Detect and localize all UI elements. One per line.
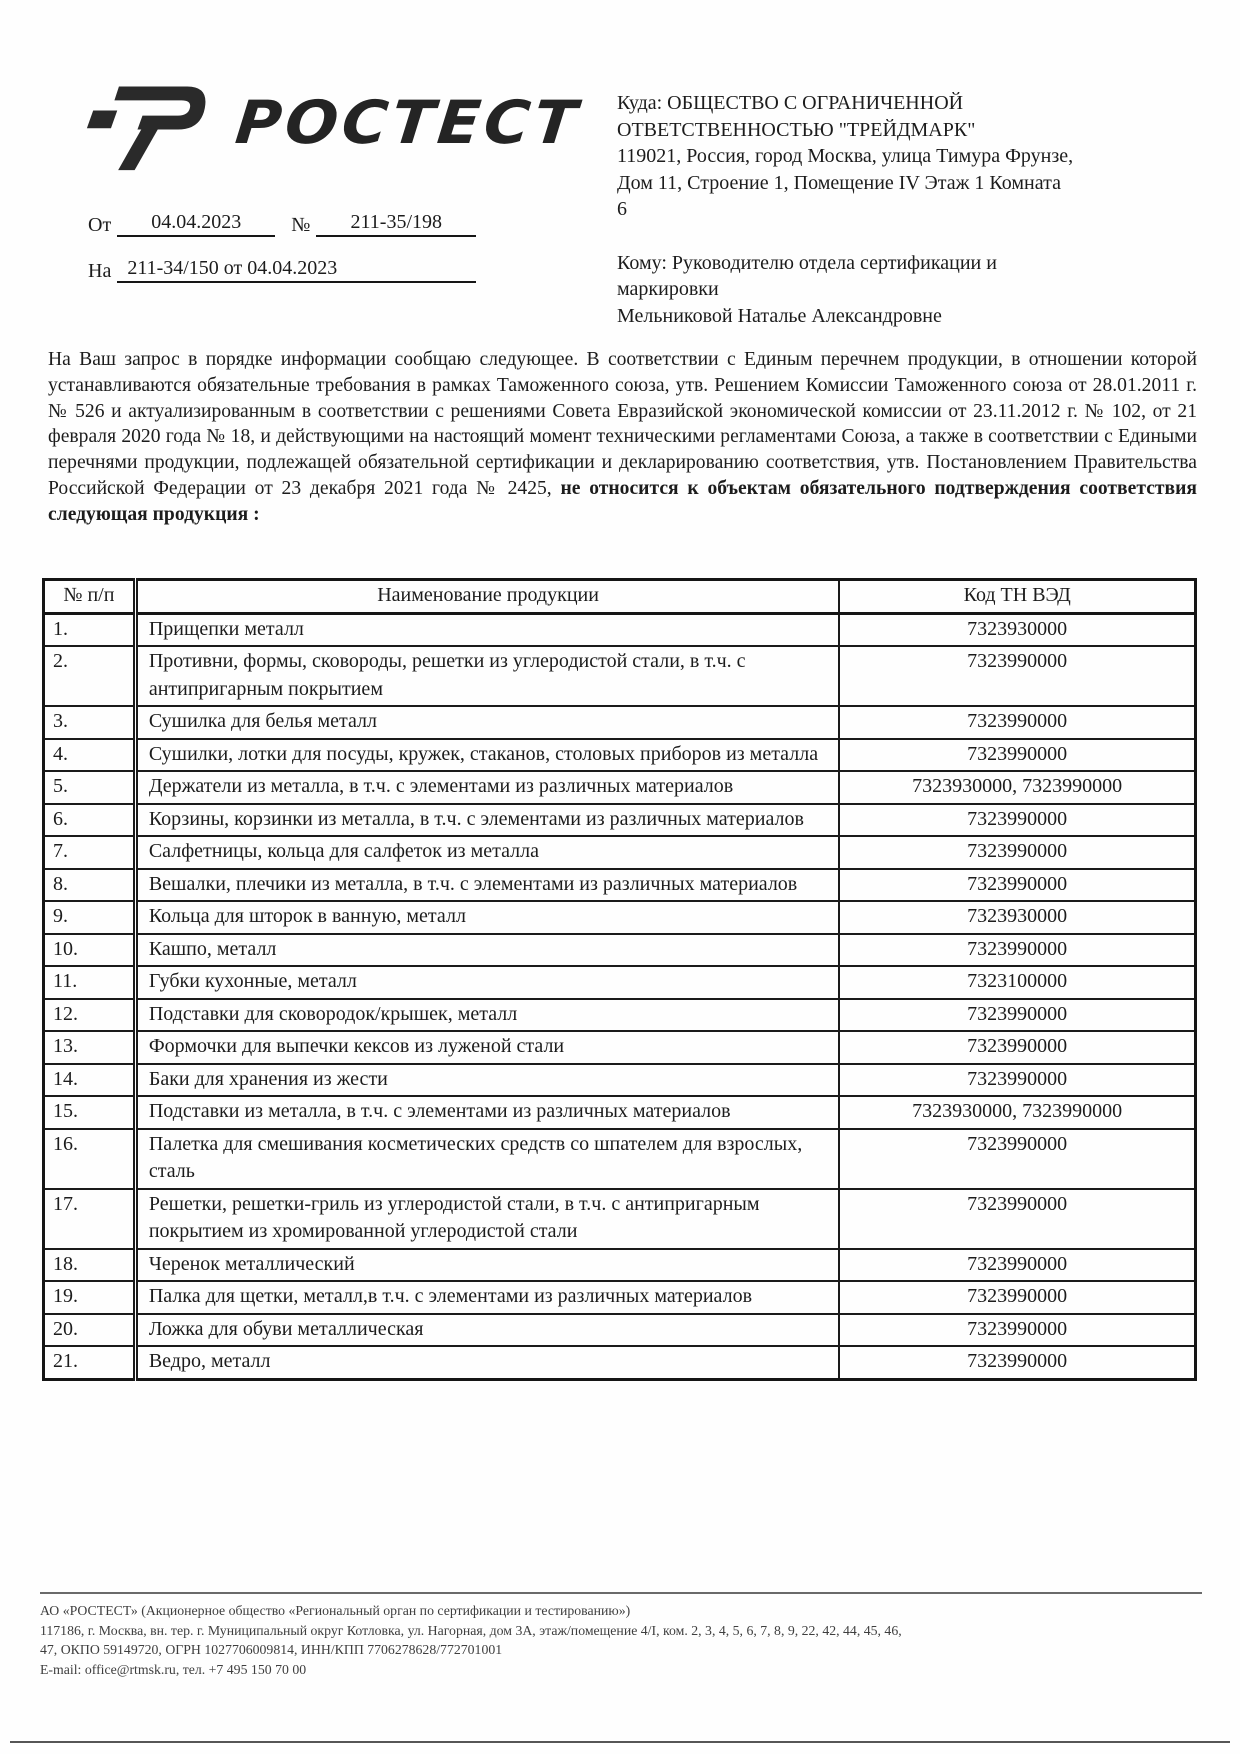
letter-reference-row (88, 211, 476, 237)
row-code: 7323990000 (839, 1129, 1195, 1189)
table-row (44, 804, 1196, 837)
row-name: Губки кухонные, металл (135, 966, 839, 999)
recipient-address: 119021, Россия, город Москва, улица Тимура Фрунзе, Дом 11, Строение 1, Помещение IV Этаж 1 Комната 6 (617, 145, 1074, 220)
table-row (44, 869, 1196, 902)
row-number: 7. (44, 836, 136, 869)
row-code: 7323990000 (839, 739, 1195, 772)
row-code: 7323990000 (839, 836, 1195, 869)
row-code: 7323990000 (839, 1064, 1195, 1097)
row-number: 5. (44, 771, 136, 804)
table-row (44, 739, 1196, 772)
row-number: 15. (44, 1096, 136, 1129)
row-number: 9. (44, 901, 136, 934)
ref-value: 211-34/150 от 04.04.2023 (117, 257, 476, 283)
row-name: Ложка для обуви металлическая (135, 1314, 839, 1347)
row-number: 12. (44, 999, 136, 1032)
table-row (44, 1281, 1196, 1314)
table-row (44, 771, 1196, 804)
table-row (44, 1346, 1196, 1379)
row-name: Ведро, металл (135, 1346, 839, 1379)
table-header-num: № п/п (44, 580, 136, 614)
letter-in-reply-row (88, 257, 476, 283)
number-label: № (291, 214, 311, 236)
row-code: 7323990000 (839, 646, 1195, 706)
body-text: На Ваш запрос в порядке информации сообщаю следующее. В соответствии с Единым перечнем продукции, в отношении которой устанавливаются обязательные требования в рамках Таможенного союза, утв. Решением Комиссии Таможенного союза от 28.01.2011 г. № 526 и актуализированным в соответствии с решениями Совета Евразийской экономической комиссии от 23.11.2012 г. № 102, от 21 февраля 2020 года № 18, и действующими на настоящий момент техническими регламентами Союза, а также в соответствии с Едиными перечнями продукции, подлежащей обязательной сертификации и декларированию соответствия, утв. Постановлением Правительства Российской Федерации от 23 декабря 2021 года № 2425, (48, 349, 1197, 499)
table-row (44, 1189, 1196, 1249)
row-code: 7323990000 (839, 1189, 1195, 1249)
row-name: Баки для хранения из жести (135, 1064, 839, 1097)
row-code: 7323990000 (839, 1031, 1195, 1064)
row-number: 21. (44, 1346, 136, 1379)
number-value: 211-35/198 (316, 211, 476, 237)
row-code: 7323990000 (839, 869, 1195, 902)
logo-text: РОСТЕСТ (232, 87, 584, 158)
table-row (44, 646, 1196, 706)
row-code: 7323100000 (839, 966, 1195, 999)
row-code: 7323990000 (839, 1249, 1195, 1282)
table-row (44, 613, 1196, 646)
row-code: 7323990000 (839, 1314, 1195, 1347)
row-code: 7323990000 (839, 804, 1195, 837)
row-name: Формочки для выпечки кексов из луженой стали (135, 1031, 839, 1064)
table-header-row (44, 580, 1196, 614)
from-date: 04.04.2023 (117, 211, 275, 237)
row-number: 14. (44, 1064, 136, 1097)
footer-contact-line: E-mail: office@rtmsk.ru, тел. +7 495 150 70 00 (40, 1661, 307, 1677)
row-code: 7323930000, 7323990000 (839, 1096, 1195, 1129)
row-name: Держатели из металла, в т.ч. с элементами из различных материалов (135, 771, 839, 804)
recipient-block (617, 90, 1075, 329)
recipient-attention: Кому: Руководителю отдела сертификации и маркировки (617, 251, 997, 300)
row-name: Сушилка для белья металл (135, 706, 839, 739)
table-row (44, 706, 1196, 739)
row-name: Черенок металлический (135, 1249, 839, 1282)
from-label: От (88, 214, 112, 236)
row-code: 7323990000 (839, 934, 1195, 967)
row-code: 7323930000 (839, 901, 1195, 934)
row-name: Палка для щетки, металл,в т.ч. с элементами из различных материалов (135, 1281, 839, 1314)
row-code: 7323930000 (839, 613, 1195, 646)
table-row (44, 966, 1196, 999)
row-name: Решетки, решетки-гриль из углеродистой стали, в т.ч. с антипригарным покрытием из хромированной углеродистой стали (135, 1189, 839, 1249)
row-number: 17. (44, 1189, 136, 1249)
table-row (44, 1031, 1196, 1064)
row-name: Подставки для сковородок/крышек, металл (135, 999, 839, 1032)
table-row (44, 1096, 1196, 1129)
footer-company-line: АО «РОСТЕСТ» (Акционерное общество «Региональный орган по сертификации и тестированию») (40, 1603, 631, 1618)
row-number: 18. (44, 1249, 136, 1282)
ref-label: На (88, 260, 112, 282)
row-number: 4. (44, 739, 136, 772)
table-row (44, 1064, 1196, 1097)
body-text-bold: не относится к объектам обязательного подтверждения соответствия следующая продукция : (48, 477, 1197, 525)
row-number: 1. (44, 613, 136, 646)
row-name: Корзины, корзинки из металла, в т.ч. с элементами из различных материалов (135, 804, 839, 837)
row-code: 7323990000 (839, 999, 1195, 1032)
row-name: Палетка для смешивания косметических средств со шпателем для взрослых, сталь (135, 1129, 839, 1189)
row-number: 20. (44, 1314, 136, 1347)
row-number: 6. (44, 804, 136, 837)
row-code: 7323990000 (839, 706, 1195, 739)
row-name: Салфетницы, кольца для салфеток из металла (135, 836, 839, 869)
recipient-attention-name: Мельниковой Наталье Александровне (617, 304, 942, 327)
table-header-name: Наименование продукции (135, 580, 839, 614)
footer-address-line: 117186, г. Москва, вн. тер. г. Муниципальный округ Котловка, ул. Нагорная, дом 3А, этаж/помещение 4/I, ком. 2, 3, 4, 5, 6, 7, 8, 9, 22, 42, 44, 45, 46, (40, 1622, 902, 1638)
table-row (44, 1314, 1196, 1347)
product-table (42, 578, 1197, 1381)
row-name: Прищепки металл (135, 613, 839, 646)
table-row (44, 901, 1196, 934)
row-number: 3. (44, 706, 136, 739)
footer-registration-line: 47, ОКПО 59149720, ОГРН 1027706009814, ИНН/КПП 7706278628/772701001 (40, 1642, 503, 1657)
footer (40, 1592, 1202, 1679)
row-number: 11. (44, 966, 136, 999)
table-header-code: Код ТН ВЭД (839, 580, 1195, 614)
row-name: Подставки из металла, в т.ч. с элементами из различных материалов (135, 1096, 839, 1129)
rostest-logo-icon (82, 68, 234, 191)
row-number: 16. (44, 1129, 136, 1189)
recipient-to: Куда: ОБЩЕСТВО С ОГРАНИЧЕННОЙ ОТВЕТСТВЕННОСТЬЮ "ТРЕЙДМАРК" (617, 92, 976, 141)
table-row (44, 1249, 1196, 1282)
row-name: Сушилки, лотки для посуды, кружек, стаканов, столовых приборов из металла (135, 739, 839, 772)
row-name: Противни, формы, сковороды, решетки из углеродистой стали, в т.ч. с антипригарным покрытием (135, 646, 839, 706)
row-number: 8. (44, 869, 136, 902)
table-row (44, 836, 1196, 869)
row-number: 19. (44, 1281, 136, 1314)
table-row (44, 934, 1196, 967)
product-table-body (44, 613, 1196, 1379)
row-name: Вешалки, плечики из металла, в т.ч. с элементами из различных материалов (135, 869, 839, 902)
row-number: 2. (44, 646, 136, 706)
row-code: 7323930000, 7323990000 (839, 771, 1195, 804)
row-number: 10. (44, 934, 136, 967)
row-name: Кашпо, металл (135, 934, 839, 967)
table-row (44, 999, 1196, 1032)
body-paragraph (48, 347, 1197, 528)
bottom-rule (10, 1741, 1230, 1743)
row-number: 13. (44, 1031, 136, 1064)
row-code: 7323990000 (839, 1281, 1195, 1314)
row-name: Кольца для шторок в ванную, металл (135, 901, 839, 934)
row-code: 7323990000 (839, 1346, 1195, 1379)
table-row (44, 1129, 1196, 1189)
